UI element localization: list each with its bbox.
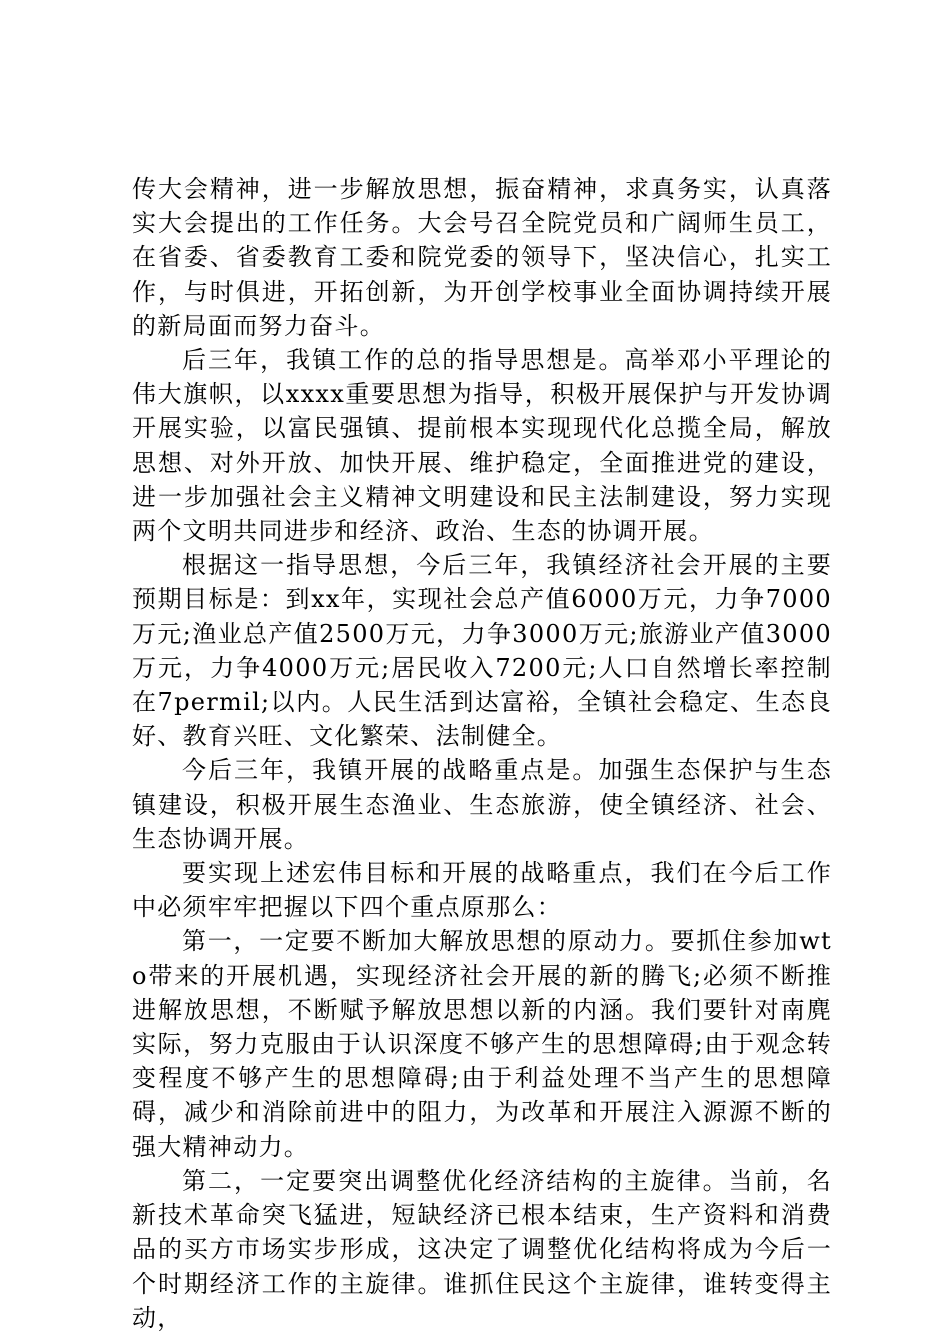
paragraph-5: 要实现上述宏伟目标和开展的战略重点，我们在今后工作中必须牢牢把握以下四个重点原那么： — [132, 859, 832, 922]
paragraph-3: 根据这一指导思想，今后三年，我镇经济社会开展的主要预期目标是：到xx年，实现社会总产值6000万元，力争7000万元;渔业总产值2500万元，力争3000万元;旅游业产值3000万元，力争4000万元;居民收入7200元;人口自然增长率控制在7permil;以内。人民生活到达富裕，全镇社会稳定、生态良好、教育兴旺、文化繁荣、法制健全。 — [132, 551, 832, 751]
document-body — [132, 172, 832, 1335]
paragraph-6: 第一，一定要不断加大解放思想的原动力。要抓住参加wto带来的开展机遇，实现经济社会开展的新的腾飞;必须不断推进解放思想，不断赋予解放思想以新的内涵。我们要针对南麂实际，努力克服由于认识深度不够产生的思想障碍;由于观念转变程度不够产生的思想障碍;由于利益处理不当产生的思想障碍，减少和消除前进中的阻力，为改革和开展注入源源不断的强大精神动力。 — [132, 927, 832, 1161]
paragraph-2: 后三年，我镇工作的总的指导思想是。高举邓小平理论的伟大旗帜，以xxxx重要思想为指导，积极开展保护与开发协调开展实验，以富民强镇、提前根本实现现代化总揽全局，解放思想、对外开放、加快开展、维护稳定，全面推进党的建设，进一步加强社会主义精神文明建设和民主法制建设，努力实现两个文明共同进步和经济、政治、生态的协调开展。 — [132, 346, 832, 546]
paragraph-1: 传大会精神，进一步解放思想，振奋精神，求真务实，认真落实大会提出的工作任务。大会号召全院党员和广阔师生员工，在省委、省委教育工委和院党委的领导下，坚决信心，扎实工作，与时俱进，开拓创新，为开创学校事业全面协调持续开展的新局面而努力奋斗。 — [132, 175, 832, 340]
paragraph-7: 第二，一定要突出调整优化经济结构的主旋律。当前，名新技术革命突飞猛进，短缺经济已根本结束，生产资料和消费品的买方市场实步形成，这决定了调整优化结构将成为今后一个时期经济工作的主旋律。谁抓住民这个主旋律，谁转变得主动， — [132, 1166, 832, 1332]
paragraph-4: 今后三年，我镇开展的战略重点是。加强生态保护与生态镇建设，积极开展生态渔业、生态旅游，使全镇经济、社会、生态协调开展。 — [132, 756, 832, 853]
